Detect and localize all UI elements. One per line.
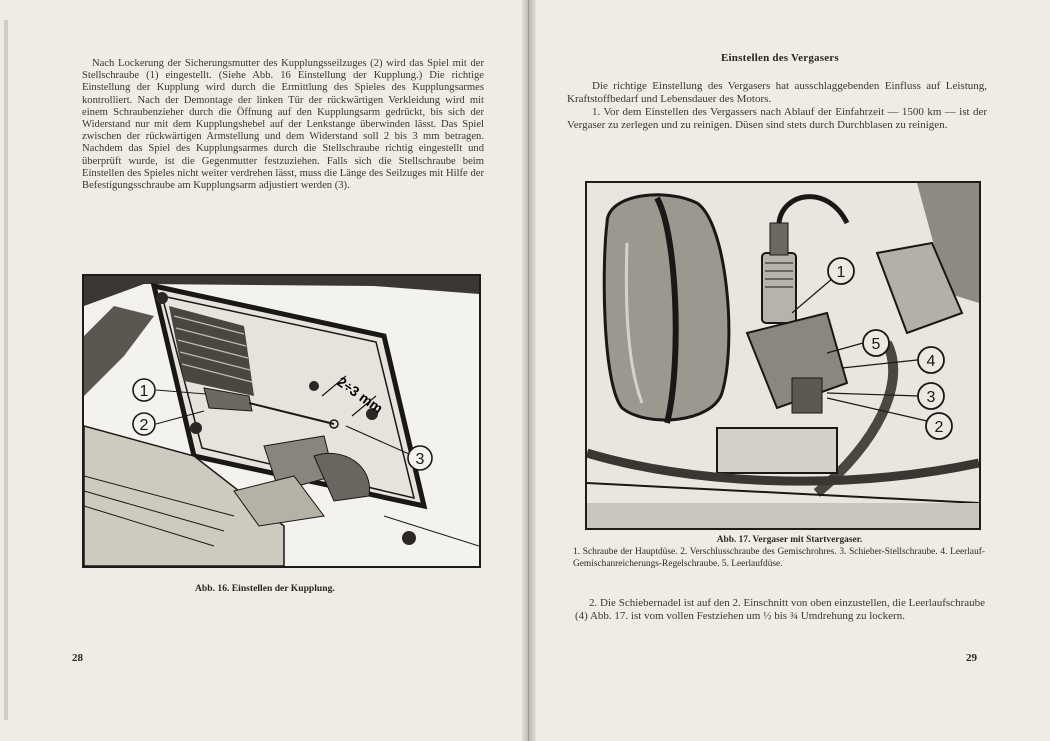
figure-17-title: Abb. 17. Vergaser mit Startvergaser. — [716, 535, 863, 545]
step-1-paragraph: 1. Vor dem Einstellen des Vergassers nach Ablauf der Einfahrzeit — 1500 km — ist der Vergaser zu zerlegen und zu reinigen. Düsen sind stets durch Durchblasen zu reinigen. — [567, 106, 987, 131]
section-heading: Einstellen des Vergasers — [721, 52, 839, 64]
right-page — [529, 0, 1050, 741]
page-number-left: 28 — [72, 652, 83, 664]
left-body-paragraph: Nach Lockerung der Sicherungsmutter des Kupplungsseilzuges (2) wird das Spiel mit der Stellschraube (1) eingestellt. (Siehe Abb. 16 Einstellung der Kupplung.) Die richtige Einstellung der Kupplung wird durch die Ermittlung des Spieles des Kupplungsarmes kontrolliert. Nach der Demontage der linken Tür der rückwärtigen Verkleidung wird mit einem Schraubenzieher durch die Öffnung auf den Kupplungsarm gedrückt, bis sich der Widerstand nur mit dem Kupplungshebel auf der Lenkstange überwinden lässt. Das Spiel zwischen der rückwärtigen Armstellung und dem Widerstand soll 2 bis 3 mm betragen. Nachdem das Spiel des Kupplungsarmes durch die Stellschraube richtig eingestellt und überprüft wurde, ist die Gegenmutter festzuziehen. Falls sich die Stellschraube beim Einstellen des Spieles nicht weiter verdrehen lässt, muss die Länge des Seilzuges mit Hilfe der Befestigungsschraube am Kupplungsarm adjustiert werden (3). — [82, 58, 484, 192]
carburetor-illustration — [587, 183, 979, 528]
intro-paragraph: Die richtige Einstellung des Vergasers hat ausschlaggebenden Einfluss auf Leistung, Kraftstoffbedarf und Lebensdauer des Motors. — [567, 80, 987, 105]
callout-3-label: 3 — [926, 389, 936, 406]
step-2-paragraph: 2. Die Schiebernadel ist auf den 2. Einschnitt von oben einzustellen, die Leerlaufschraube (4) Abb. 17. ist vom vollen Festziehen um ½ bis ¾ Umdrehung zu lockern. — [575, 597, 985, 622]
callout-3-label: 3 — [415, 451, 425, 468]
callout-2-label: 2 — [139, 417, 149, 434]
book-spine — [522, 0, 536, 741]
page-number-right: 29 — [966, 652, 977, 664]
figure-16-caption: Abb. 16. Einstellen der Kupplung. — [195, 583, 335, 594]
clutch-illustration — [84, 276, 479, 566]
figure-16-clutch-adjustment — [82, 274, 481, 568]
page-edge-shadow — [4, 20, 8, 720]
callout-2-label: 2 — [934, 419, 944, 436]
callout-4-label: 4 — [926, 353, 936, 370]
figure-17-legend: 1. Schraube der Hauptdüse. 2. Verschlusschraube des Gemischrohres. 3. Schieber-Stellschraube. 4. Leerlauf-Gemischanreicherungs-Regelschraube. 5. Leerlaufdüse. — [573, 547, 985, 569]
measure-label: 2÷3 mm — [334, 373, 387, 417]
figure-17-carburetor — [585, 181, 981, 530]
callout-1-label: 1 — [139, 383, 149, 400]
callout-1-label: 1 — [836, 264, 846, 281]
callout-5-label: 5 — [871, 336, 881, 353]
